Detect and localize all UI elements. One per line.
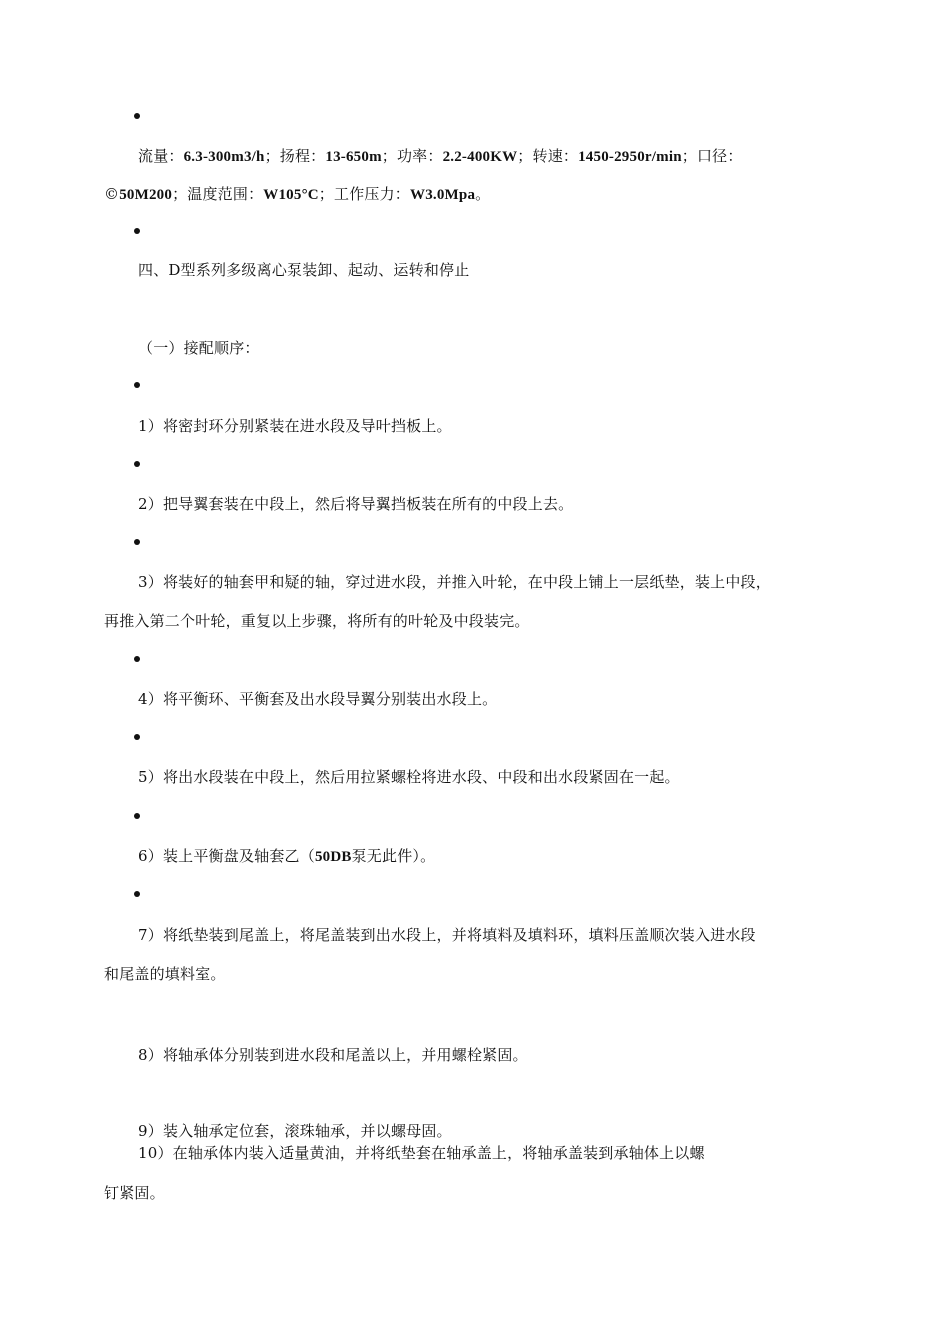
bullet-marker: [134, 539, 140, 545]
spec-temp-label: ；温度范围：: [172, 185, 264, 203]
spec-diameter-label: ；口径：: [681, 147, 743, 165]
step-10-line-1: 10）在轴承体内装入适量黄油，并将纸垫套在轴承盖上，将轴承盖装到承轴体上以螺: [138, 1144, 705, 1162]
spec-diameter-prefix: ©: [104, 185, 120, 203]
spec-speed-value: 1450-2950r/min: [578, 149, 682, 165]
spec-power-value: 2.2-400KW: [442, 149, 518, 165]
bullet-marker: [134, 656, 140, 662]
step-6-text-end: 泵无此件）。: [351, 847, 436, 865]
spec-flow-value: 6.3-300m3/h: [183, 149, 265, 165]
spec-pressure-label: ；工作压力：: [318, 185, 410, 203]
step-1: 1）将密封环分别紧装在进水段及导叶挡板上。: [138, 417, 452, 435]
step-6-text: 6）装上平衡盘及轴套乙（: [138, 847, 315, 865]
spec-speed-label: ；转速：: [517, 147, 579, 165]
step-4: 4）将平衡环、平衡套及出水段导翼分别装出水段上。: [138, 690, 498, 708]
step-3-line-2: 再推入第二个叶轮，重复以上步骤，将所有的叶轮及中段装完。: [104, 612, 530, 630]
step-5: 5）将出水段装在中段上，然后用拉紧螺栓将进水段、中段和出水段紧固在一起。: [138, 768, 680, 786]
spec-line-end: 。: [475, 185, 491, 203]
step-8: 8）将轴承体分别装到进水段和尾盖以上，并用螺栓紧固。: [138, 1046, 528, 1064]
step-10-line-2: 钉紧固。: [104, 1184, 165, 1202]
bullet-marker: [134, 228, 140, 234]
bullet-marker: [134, 461, 140, 467]
bullet-marker: [134, 813, 140, 819]
spec-head-value: 13-650m: [325, 149, 382, 165]
spec-line-1: [138, 146, 743, 167]
step-6: [138, 846, 435, 867]
bullet-marker: [134, 113, 140, 119]
spec-line-2: [104, 184, 490, 205]
section-subheading: （一）接配顺序：: [138, 339, 260, 357]
spec-pressure-value: W3.0Mpa: [410, 187, 476, 203]
spec-power-label: ；功率：: [381, 147, 443, 165]
spec-diameter-value: 50M200: [119, 187, 173, 203]
section-heading: 四、D型系列多级离心泵装卸、起动、运转和停止: [138, 261, 470, 279]
step-9: 9）装入轴承定位套，滚珠轴承，并以螺母固。: [138, 1122, 452, 1140]
spec-temp-value: W105°C: [263, 187, 319, 203]
bullet-marker: [134, 891, 140, 897]
step-2: 2）把导翼套装在中段上，然后将导翼挡板装在所有的中段上去。: [138, 495, 574, 513]
step-7-line-2: 和尾盖的填料室。: [104, 965, 226, 983]
step-3-line-1: 3）将装好的轴套甲和疑的轴，穿过进水段，并推入叶轮，在中段上铺上一层纸垫，装上中段，: [138, 573, 771, 591]
bullet-marker: [134, 734, 140, 740]
spec-flow-label: 流量：: [138, 147, 184, 165]
spec-head-label: ；扬程：: [264, 147, 326, 165]
step-7-line-1: 7）将纸垫装到尾盖上，将尾盖装到出水段上，并将填料及填料环，填料压盖顺次装入进水段: [138, 926, 756, 944]
bullet-marker: [134, 382, 140, 388]
step-6-model: 50DB: [314, 849, 352, 865]
